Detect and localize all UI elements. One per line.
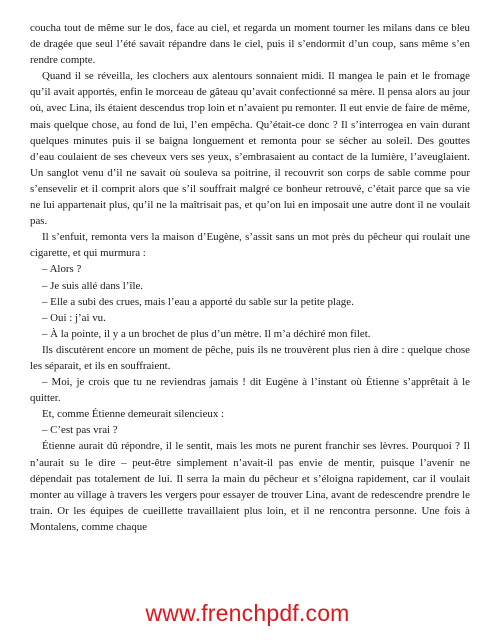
paragraph: Et, comme Étienne demeurait silencieux : bbox=[42, 408, 225, 421]
dialogue-line: – Moi, je crois que tu ne reviendras jamais ! dit Eugène à l’instant où Étienne s’apprêtait à le quitter. bbox=[30, 376, 470, 405]
watermark-link[interactable]: www.frenchpdf.com bbox=[145, 600, 350, 626]
paragraph: Il s’enfuit, remonta vers la maison d’Eugène, s’assit sans un mot près du pêcheur qui roulait une cigarette, et qui murmura : bbox=[30, 231, 470, 260]
dialogue-line: – À la pointe, il y a un brochet de plus d’un mètre. Il m’a déchiré mon filet. bbox=[42, 327, 371, 340]
dialogue-line: – Oui : j’ai vu. bbox=[42, 311, 106, 324]
dialogue-line: – Elle a subi des crues, mais l’eau a apporté du sable sur la petite plage. bbox=[42, 295, 354, 308]
body-text bbox=[30, 20, 470, 535]
paragraph: Ils discutèrent encore un moment de pêche, puis ils ne trouvèrent plus rien à dire : quelque chose les séparait, et ils en souffraient. bbox=[30, 343, 470, 372]
paragraph: Quand il se réveilla, les clochers aux alentours sonnaient midi. Il mangea le pain et le fromage qu’il avait apportés, enfin le morceau de gâteau qu’avait confectionné sa mère. Il pensa alors au jour où, avec Lina, ils étaient descendus trop loin et n’avaient pu remonter. Il eut envie de faire de même, mais quelque chose, au fond de lui, l’en empêcha. Qu’était-ce donc ? Il s’interrogea en vain durant quelques minutes puis il se baigna longuement et remonta pour se sécher au soleil. Des gouttes d’eau coulaient de ses cheveux vers ses yeux, s’embrasaient au contact de la lumière, l’aveuglaient. Un sanglot venu d’il ne savait où souleva sa poitrine, il recouvrit son corps de sable comme pour s’ensevelir et il comprit alors que s’il souffrait malgré ce bonheur retrouvé, c’était parce que sa vie ne lui appartenait plus, qu’il ne la maîtrisait pas, et qu’on lui en imposait une autre dont il ne voulait pas. bbox=[30, 70, 470, 228]
dialogue-line: – Alors ? bbox=[42, 263, 82, 276]
paragraph: Étienne aurait dû répondre, il le sentit, mais les mots ne purent franchir ses lèvres. Pourquoi ? Il n’aurait su le dire – peut-être simplement n’avait-il pas envie de mentir, puisque l’avenir ne dépendait pas totalement de lui. Il serra la main du pêcheur et s’éloigna rapidement, car il voulait monter au village à travers les vergers pour essayer de trouver Lina, avant de redescendre prendre le train. Or les équipes de cueillette travaillaient plus loin, et il ne rencontra personne. Une fois à Montalens, comme chaque bbox=[30, 440, 470, 533]
dialogue-line: – C’est pas vrai ? bbox=[42, 424, 118, 437]
paragraph: coucha tout de même sur le dos, face au ciel, et regarda un moment tourner les milans dans ce bleu de dragée que seul l’été savait répandre dans le ciel, puis il s’endormit d’un coup, sans même s’en rendre compte. bbox=[30, 22, 470, 67]
dialogue-line: – Je suis allé dans l’île. bbox=[42, 279, 144, 292]
